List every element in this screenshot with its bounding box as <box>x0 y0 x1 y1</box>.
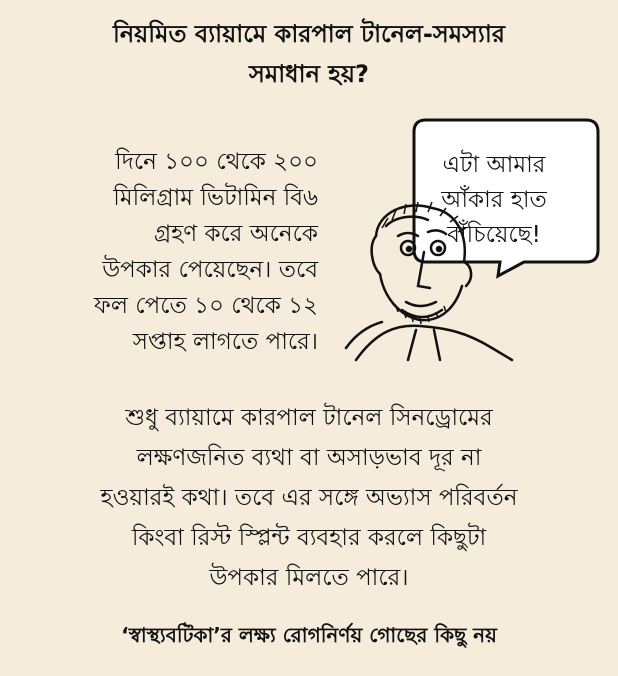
answer-line: কিংবা রিস্ট স্প্লিন্ট ব্যবহার করলে কিছুটা <box>131 525 487 551</box>
tip-line: উপকার পেয়েছেন। তবে <box>102 257 318 283</box>
speech-bubble-text <box>424 148 564 253</box>
vitamin-tip <box>28 144 318 360</box>
speech-line: আঁকার হাত <box>441 187 547 213</box>
cartoon-illustration <box>316 116 606 366</box>
answer-line: শুধু ব্যায়ামে কারপাল টানেল সিনড্রোমের <box>125 405 493 431</box>
tip-line: দিনে ১০০ থেকে ২০০ <box>115 149 318 175</box>
tip-line: ফল পেতে ১০ থেকে ১২ <box>94 293 318 319</box>
headline-line-1: নিয়মিত ব্যায়ামে কারপাল টানেল-সমস্যার <box>112 20 506 48</box>
tip-line: মিলিগ্রাম ভিটামিন বি৬ <box>113 185 318 211</box>
answer-line: উপকার মিলতে পারে। <box>209 565 409 591</box>
answer-line: লক্ষণজনিত ব্যথা বা অসাড়ভাব দূর না <box>136 445 482 471</box>
tip-line: গ্রহণ করে অনেকে <box>153 221 318 247</box>
headline <box>0 14 618 94</box>
headline-line-2: সমাধান হয়? <box>249 60 369 88</box>
answer-paragraph <box>0 398 618 598</box>
answer-line: হওয়ারই কথা। তবে এর সঙ্গে অভ্যাস পরিবর্তন <box>100 485 518 511</box>
disclaimer: ‘স্বাস্থ্যবটিকা’র লক্ষ্য রোগনির্ণয় গোছের কিছু নয় <box>121 623 497 647</box>
speech-line: বাঁচিয়েছে! <box>447 222 541 248</box>
speech-line: এটা আমার <box>442 152 546 178</box>
tip-line: সপ্তাহ লাগতে পারে। <box>132 329 318 355</box>
